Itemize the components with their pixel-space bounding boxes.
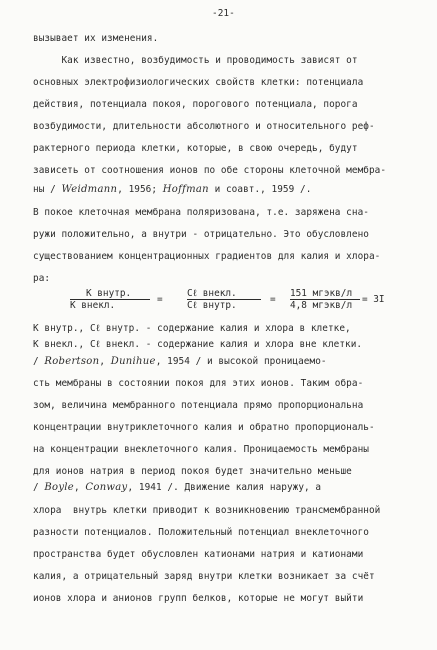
text-line: зависеть от соотношения ионов по обе стороны клеточной мембра- <box>33 165 387 176</box>
handwritten-author: Hoffman <box>162 184 209 195</box>
text-line: зом, величина мембранного потенциала прямо пропорциональна <box>33 400 364 411</box>
citation-suffix: , 1941 /. Движение калия наружу, а <box>127 482 322 493</box>
text-line: концентрации внутриклеточного калия и обратно пропорциональ- <box>33 422 375 433</box>
text-line: Как известно, возбудимость и проводимость зависят от <box>33 55 358 66</box>
citation-separator: , <box>99 356 111 367</box>
text-line: для ионов натрия в период покоя будет значительно меньше <box>33 466 352 477</box>
handwritten-author: Conway <box>85 482 128 493</box>
formula-equals: = <box>270 294 276 305</box>
text-line: рактерного периода клетки, которые, в свою очередь, будут <box>33 143 358 154</box>
handwritten-author: Weidmann <box>61 184 118 195</box>
formula-value-numerator: 151 мгэкв/л <box>290 288 353 299</box>
page-number: -21- <box>212 8 235 19</box>
formula-result: = 3I <box>362 294 385 305</box>
text-line-citation <box>33 482 321 493</box>
formula-cl-numerator: Cℓ внекл. <box>187 288 237 299</box>
formula-k-denominator: К внекл. <box>70 300 116 311</box>
formula-equals: = <box>157 294 163 305</box>
text-line: В покое клеточная мембрана поляризована, т.е. заряжена сна- <box>33 207 369 218</box>
text-line: на концентрации внеклеточного калия. Проницаемость мембраны <box>33 444 369 455</box>
text-line-citation <box>33 184 311 195</box>
text-line: калия, а отрицательный заряд внутри клетки возникает за счёт <box>33 571 375 582</box>
text-line: пространства будет обусловлен катионами натрия и катионами <box>33 549 364 560</box>
handwritten-author: Boyle <box>44 482 75 493</box>
formula-cl-denominator: Cℓ внутр. <box>187 300 237 311</box>
text-line: ра: <box>33 273 51 284</box>
handwritten-author: Dunihue <box>110 356 156 367</box>
text-line: основных электрофизиологических свойств клетки: потенциала <box>33 77 364 88</box>
text-line: разности потенциалов. Положительный потенциал внеклеточного <box>33 527 369 538</box>
text-line: сть мембраны в состоянии покоя для этих ионов. Таким обра- <box>33 378 364 389</box>
citation-separator: , <box>74 482 86 493</box>
text-line: действия, потенциала покоя, порогового потенциала, порога <box>33 99 358 110</box>
formula-value-denominator: 4,8 мгэкв/л <box>290 300 353 311</box>
citation-suffix: , 1954 / и высокой проницаемо- <box>155 356 327 367</box>
text-line: возбудимости, длительности абсолютного и относительного реф- <box>33 121 375 132</box>
text-line: вызывает их изменения. <box>33 33 159 44</box>
citation-year: , 1956; <box>117 184 163 195</box>
text-line: К внекл., Cℓ внекл. - содержание калия и хлора вне клетки. <box>33 339 363 350</box>
text-line: хлора внутрь клетки приводит к возникновению трансмембранной <box>33 505 381 516</box>
text-line: ионов хлора и анионов групп белков, которые не могут выйти <box>33 593 364 604</box>
formula-k-numerator: К внутр. <box>86 288 132 299</box>
citation-prefix: / <box>33 356 45 367</box>
handwritten-author: Robertson <box>44 356 100 367</box>
text-line-citation <box>33 356 327 367</box>
citation-suffix: и соавт., 1959 /. <box>208 184 312 195</box>
citation-prefix: ны / <box>33 184 62 195</box>
text-line: ружи положительно, а внутри - отрицательно. Это обусловлено <box>33 229 369 240</box>
text-line: существованием концентрационных градиентов для калия и хлора- <box>33 251 381 262</box>
text-line: К внутр., Cℓ внутр. - содержание калия и хлора в клетке, <box>33 323 351 334</box>
citation-prefix: / <box>33 482 45 493</box>
